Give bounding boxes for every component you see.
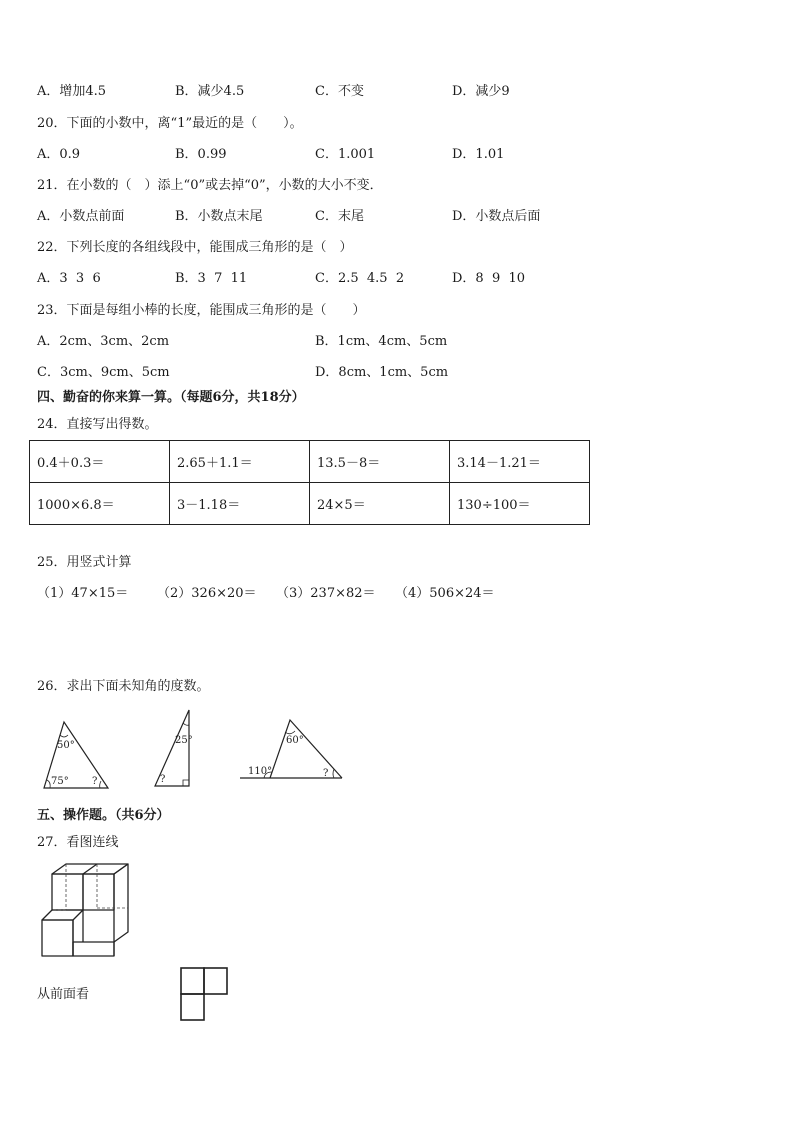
- q22-option-c: C．2.5 4.5 2: [315, 271, 405, 286]
- section4-title: 四、勤奋的你来算一算。（每题6分，共18分）: [37, 390, 305, 405]
- q23-stem: 23．下面是每组小棒的长度，能围成三角形的是（ ）: [37, 303, 366, 318]
- calc-table: [29, 440, 590, 525]
- triangle-3-angle-exterior: 110°: [248, 766, 273, 777]
- calc-cell: 3－1.18＝: [170, 483, 310, 525]
- triangle-2-figure: [152, 708, 196, 790]
- q23-option-a: A．2cm、3cm、2cm: [37, 334, 170, 349]
- q21-option-c: C．末尾: [315, 209, 364, 224]
- triangle-3-figure: [238, 716, 346, 782]
- q27-stem: 27．看图连线: [37, 835, 119, 850]
- block-3d-figure: [40, 862, 130, 958]
- q22-option-d: D．8 9 10: [452, 271, 526, 286]
- q20-option-b: B．0.99: [175, 147, 227, 162]
- calc-cell: 3.14－1.21＝: [450, 441, 590, 483]
- q23-option-c: C．3cm、9cm、5cm: [37, 365, 170, 380]
- q21-option-d: D．小数点后面: [452, 209, 541, 224]
- q23-option-d: D．8cm、1cm、5cm: [315, 365, 449, 380]
- calc-cell: 0.4＋0.3＝: [30, 441, 170, 483]
- q21-stem: 21．在小数的（ ）添上“0”或去掉“0”，小数的大小不变．: [37, 178, 383, 193]
- triangle-2-angle-top: 25°: [175, 735, 193, 746]
- triangle-2-unknown: ?: [160, 774, 166, 785]
- front-view-figure: [179, 966, 231, 1022]
- q21-option-b: B．小数点末尾: [175, 209, 263, 224]
- triangle-3-unknown: ?: [323, 768, 329, 779]
- triangle-1-angle-left: 75°: [51, 776, 69, 787]
- q27-view-label: 从前面看: [37, 987, 90, 1002]
- calc-cell: 2.65＋1.1＝: [170, 441, 310, 483]
- q24-stem: 24．直接写出得数。: [37, 417, 158, 432]
- triangle-1-angle-top: 50°: [57, 740, 75, 751]
- q20-option-c: C．1.001: [315, 147, 376, 162]
- q22-option-b: B．3 7 11: [175, 271, 248, 286]
- triangle-1-unknown: ?: [92, 776, 98, 787]
- q21-option-a: A．小数点前面: [37, 209, 125, 224]
- calc-cell: 1000×6.8＝: [30, 483, 170, 525]
- q19-option-a: A．增加4.5: [37, 84, 107, 99]
- calc-cell: 24×5＝: [310, 483, 450, 525]
- q20-option-a: A．0.9: [37, 147, 81, 162]
- q19-option-d: D．减少9: [452, 84, 510, 99]
- q25-item-1: （1）47×15＝: [37, 586, 129, 601]
- q25-item-3: （3）237×82＝: [276, 586, 376, 601]
- q20-option-d: D．1.01: [452, 147, 505, 162]
- triangle-3-angle-top: 60°: [286, 735, 304, 746]
- triangle-1-figure: [40, 720, 112, 792]
- q25-stem: 25．用竖式计算: [37, 555, 132, 570]
- q23-option-b: B．1cm、4cm、5cm: [315, 334, 448, 349]
- calc-row: [30, 483, 590, 525]
- q25-item-2: （2）326×20＝: [157, 586, 257, 601]
- q22-stem: 22．下列长度的各组线段中，能围成三角形的是（ ）: [37, 240, 353, 255]
- q26-stem: 26．求出下面未知角的度数。: [37, 679, 210, 694]
- calc-row: [30, 441, 590, 483]
- q19-option-b: B．减少4.5: [175, 84, 245, 99]
- calc-cell: 130÷100＝: [450, 483, 590, 525]
- calc-cell: 13.5－8＝: [310, 441, 450, 483]
- q20-stem: 20．下面的小数中，离“1”最近的是（ ）。: [37, 116, 303, 131]
- q22-option-a: A．3 3 6: [37, 271, 101, 286]
- q25-item-4: （4）506×24＝: [395, 586, 495, 601]
- section5-title: 五、操作题。（共6分）: [37, 808, 170, 823]
- q19-option-c: C．不变: [315, 84, 364, 99]
